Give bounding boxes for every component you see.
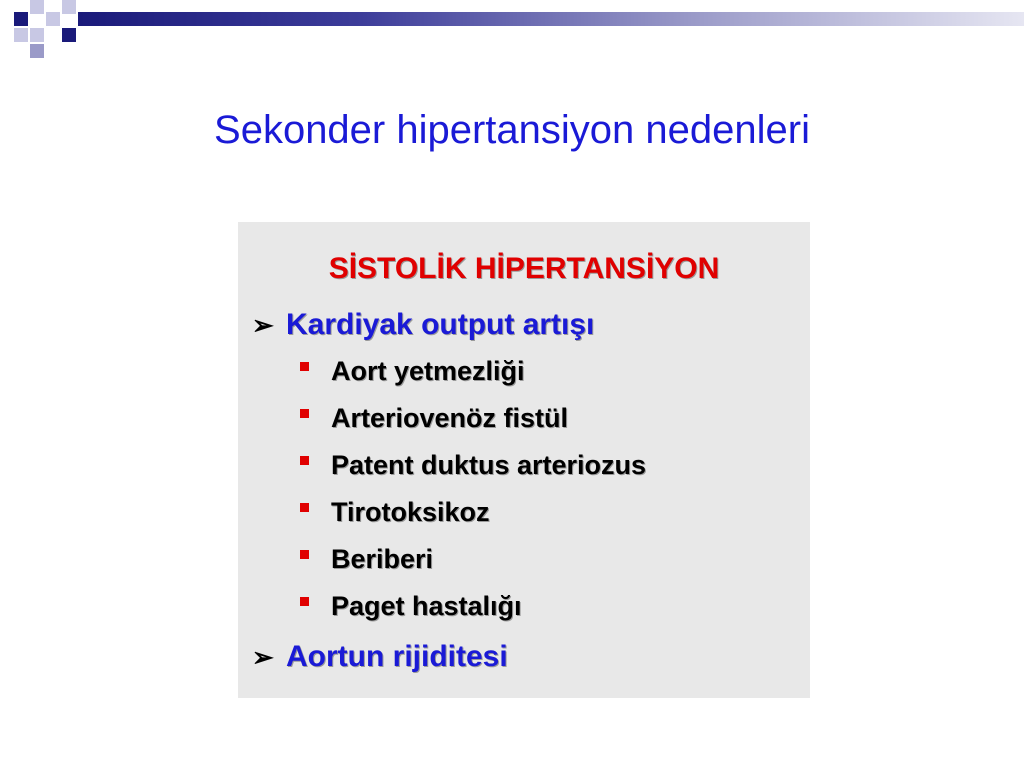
list-item-label: Beriberi	[331, 544, 434, 574]
arrow-bullet-icon: ➢	[252, 642, 274, 672]
list-item-level2	[300, 544, 433, 575]
arrow-bullet-icon: ➢	[252, 310, 274, 340]
list-item-level1	[252, 640, 508, 674]
decoration-gradient-bar	[78, 12, 1024, 26]
decoration-square	[14, 12, 28, 26]
square-bullet-icon	[300, 503, 309, 512]
list-item-level2	[300, 591, 522, 622]
decoration-square	[14, 28, 28, 42]
decoration-square	[30, 28, 44, 42]
decoration-square	[62, 0, 76, 14]
square-bullet-icon	[300, 409, 309, 418]
list-item-label: Arteriovenöz fistül	[331, 403, 569, 433]
list-item-level2	[300, 450, 646, 481]
decoration-square	[30, 0, 44, 14]
slide-title: Sekonder hipertansiyon nedenleri	[214, 108, 810, 152]
square-bullet-icon	[300, 362, 309, 371]
content-box	[238, 222, 810, 698]
square-bullet-icon	[300, 597, 309, 606]
decoration-square	[30, 44, 44, 58]
list-item-label: Patent duktus arteriozus	[331, 450, 647, 480]
list-item-level2	[300, 356, 525, 387]
list-item-level2	[300, 497, 490, 528]
list-item-label: Aort yetmezliği	[331, 356, 525, 386]
list-item-label: Kardiyak output artışı	[286, 308, 595, 341]
square-bullet-icon	[300, 550, 309, 559]
square-bullet-icon	[300, 456, 309, 465]
list-item-label: Aortun rijiditesi	[286, 640, 508, 673]
decoration-square	[62, 28, 76, 42]
list-item-level2	[300, 403, 568, 434]
list-item-label: Tirotoksikoz	[331, 497, 490, 527]
list-item-level1	[252, 308, 594, 342]
box-subtitle: SİSTOLİK HİPERTANSİYON	[328, 252, 720, 285]
decoration-square	[46, 12, 60, 26]
list-item-label: Paget hastalığı	[331, 591, 522, 621]
